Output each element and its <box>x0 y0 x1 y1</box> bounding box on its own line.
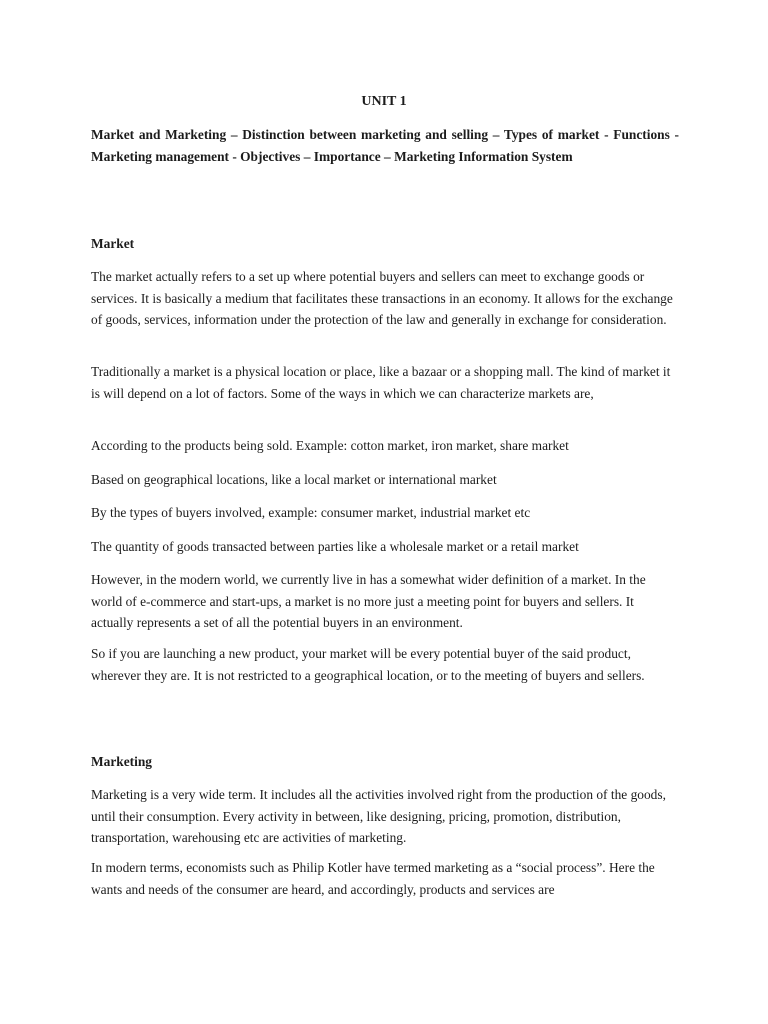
market-paragraph-traditional: Traditionally a market is a physical location or place, like a bazaar or a shopping mall. The kind of market it is will depend on a lot of factors. Some of the ways in which we can characterize markets are, <box>91 364 671 401</box>
marketing-paragraph-social-process: In modern terms, economists such as Philip Kotler have termed marketing as a “social process”. Here the wants and needs of the consumer are heard, and accordingly, products and services are <box>91 860 655 897</box>
market-paragraph-by-products: According to the products being sold. Example: cotton market, iron market, share market <box>91 438 569 453</box>
market-paragraph-by-geography: Based on geographical locations, like a local market or international market <box>91 472 497 487</box>
section-heading-marketing: Marketing <box>91 754 152 769</box>
unit-title: UNIT 1 <box>361 94 407 109</box>
section-heading-market: Market <box>91 236 135 251</box>
marketing-paragraph-definition: Marketing is a very wide term. It includes all the activities involved right from the production of the goods, until their consumption. Every activity in between, like designing, pricing, promotion, distribution, transportation, warehousing etc are activities of marketing. <box>91 787 666 845</box>
market-paragraph-by-quantity: The quantity of goods transacted between parties like a wholesale market or a retail market <box>91 539 579 554</box>
market-paragraph-modern: However, in the modern world, we currently live in has a somewhat wider definition of a market. In the world of e-commerce and start-ups, a market is no more just a meeting point for buyers and sellers. It actually represents a set of all the potential buyers in an environment. <box>91 572 646 630</box>
syllabus-topics: Market and Marketing – Distinction between marketing and selling – Types of market - Functions - Marketing management - Objectives – Importance – Marketing Information System <box>91 127 679 164</box>
market-paragraph-definition: The market actually refers to a set up where potential buyers and sellers can meet to exchange goods or services. It is basically a medium that facilitates these transactions in an economy. It allows for the exchange of goods, services, information under the protection of the law and generally in exchange for consideration. <box>91 269 673 327</box>
market-paragraph-by-buyers: By the types of buyers involved, example: consumer market, industrial market etc <box>91 505 531 520</box>
market-paragraph-new-product: So if you are launching a new product, your market will be every potential buyer of the said product, wherever they are. It is not restricted to a geographical location, or to the meeting of buyers and sellers. <box>91 646 645 683</box>
